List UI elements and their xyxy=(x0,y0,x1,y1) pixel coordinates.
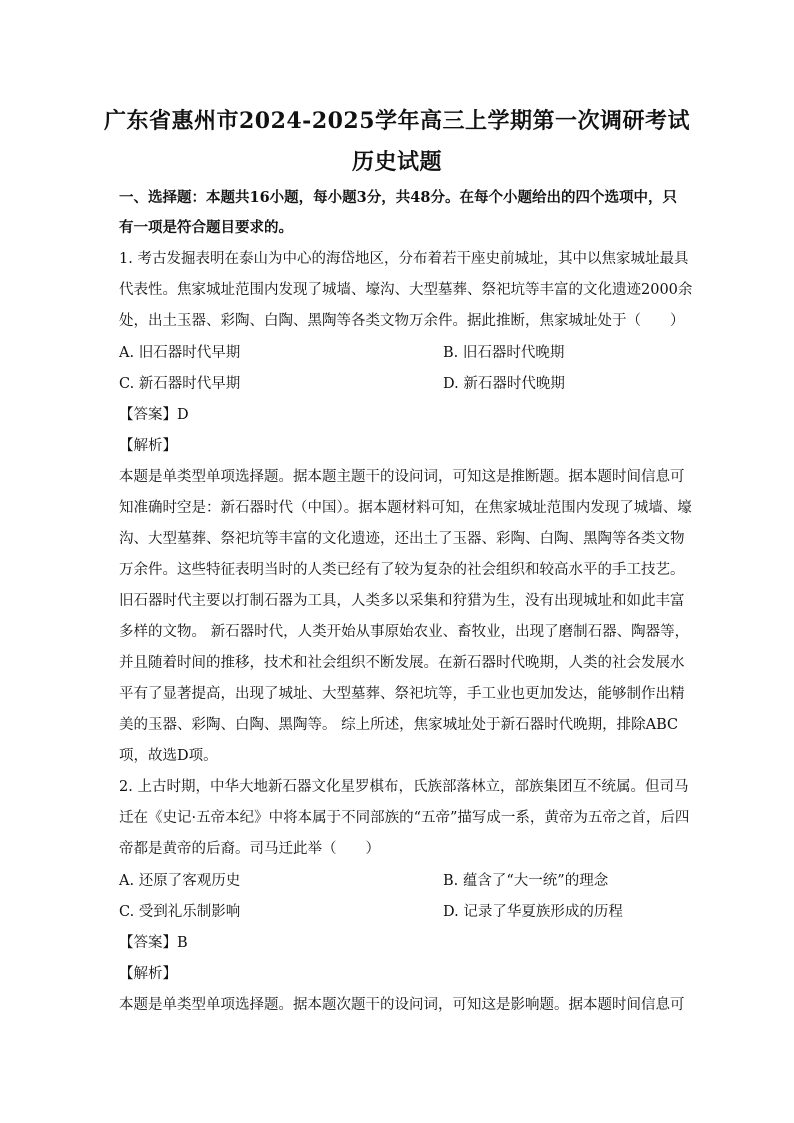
q1-analysis-line: 沟、大型墓葬、祭祀坑等丰富的文化遗迹，还出土了玉器、彩陶、白陶、黑陶等各类文物 xyxy=(119,531,685,547)
q2-analysis-heading: 【解析】 xyxy=(119,966,177,982)
doc-subtitle: 历史试题 xyxy=(351,149,442,175)
q1-analysis-heading: 【解析】 xyxy=(119,438,177,454)
q2-option-c: C. 受到礼乐制影响 xyxy=(119,904,241,920)
q1-stem-line: 处，出土玉器、彩陶、白陶、黑陶等各类文物万余件。据此推断，焦家城址处于（ ） xyxy=(119,313,685,329)
q2-option-a: A. 还原了客观历史 xyxy=(119,873,241,889)
q2-option-b: B. 蕴含了“大一统”的理念 xyxy=(443,873,609,889)
doc-title: 广东省惠州市2024-2025学年高三上学期第一次调研考试 xyxy=(103,108,691,134)
q2-analysis-line: 本题是单类型单项选择题。据本题次题干的设问词，可知这是影响题。据本题时间信息可 xyxy=(119,997,685,1013)
q1-analysis-line: 旧石器时代主要以打制石器为工具，人类多以采集和狩猎为生，没有出现城址和如此丰富 xyxy=(119,593,685,609)
q2-option-d: D. 记录了华夏族形成的历程 xyxy=(443,904,623,920)
q1-option-d: D. 新石器时代晚期 xyxy=(443,376,565,392)
q1-stem-line: 代表性。焦家城址范围内发现了城墙、壕沟、大型墓葬、祭祀坑等丰富的文化遗迹2000余 xyxy=(119,282,693,298)
q2-answer: 【答案】B xyxy=(119,935,188,951)
q1-analysis-line: 并且随着时间的推移，技术和社会组织不断发展。在新石器时代晚期，人类的社会发展水 xyxy=(119,655,685,671)
q2-stem-line: 2. 上古时期，中华大地新石器文化星罗棋布，氏族部落林立，部族集团互不统属。但司马 xyxy=(119,779,689,795)
q1-stem-line: 1. 考古发掘表明在泰山为中心的海岱地区，分布着若干座史前城址，其中以焦家城址最具 xyxy=(119,251,689,267)
q1-analysis-line: 平有了显著提高，出现了城址、大型墓葬、祭祀坑等，手工业也更加发达，能够制作出精 xyxy=(119,686,685,702)
q1-analysis-line: 万余件。这些特征表明当时的人类已经有了较为复杂的社会组织和较高水平的手工技艺。 xyxy=(119,562,685,578)
q1-analysis-line: 知准确时空是：新石器时代（中国）。据本题材料可知，在焦家城址范围内发现了城墙、壕 xyxy=(119,500,692,516)
q1-option-a: A. 旧石器时代早期 xyxy=(119,345,241,361)
q1-answer: 【答案】D xyxy=(119,407,189,423)
q1-option-b: B. 旧石器时代晚期 xyxy=(443,345,565,361)
q1-analysis-line: 美的玉器、彩陶、白陶、黑陶等。 综上所述，焦家城址处于新石器时代晚期，排除ABC xyxy=(119,717,679,733)
section-heading-line: 有一项是符合题目要求的。 xyxy=(119,219,293,236)
q1-analysis-line: 本题是单类型单项选择题。据本题主题干的设问词，可知这是推断题。据本题时间信息可 xyxy=(119,469,685,485)
q2-stem-line: 迁在《史记·五帝本纪》中将本属于不同部族的“五帝”描写成一系，黄帝为五帝之首，后四 xyxy=(119,810,690,826)
q1-analysis-line: 多样的文物。 新石器时代，人类开始从事原始农业、畜牧业，出现了磨制石器、陶器等， xyxy=(119,624,690,640)
q1-analysis-line: 项，故选D项。 xyxy=(119,748,218,764)
section-heading-line: 一、选择题：本题共16小题，每小题3分，共48分。在每个小题给出的四个选项中，只 xyxy=(119,189,677,206)
q2-stem-line: 帝都是黄帝的后裔。司马迁此举（ ） xyxy=(119,841,380,857)
q1-option-c: C. 新石器时代早期 xyxy=(119,376,241,392)
